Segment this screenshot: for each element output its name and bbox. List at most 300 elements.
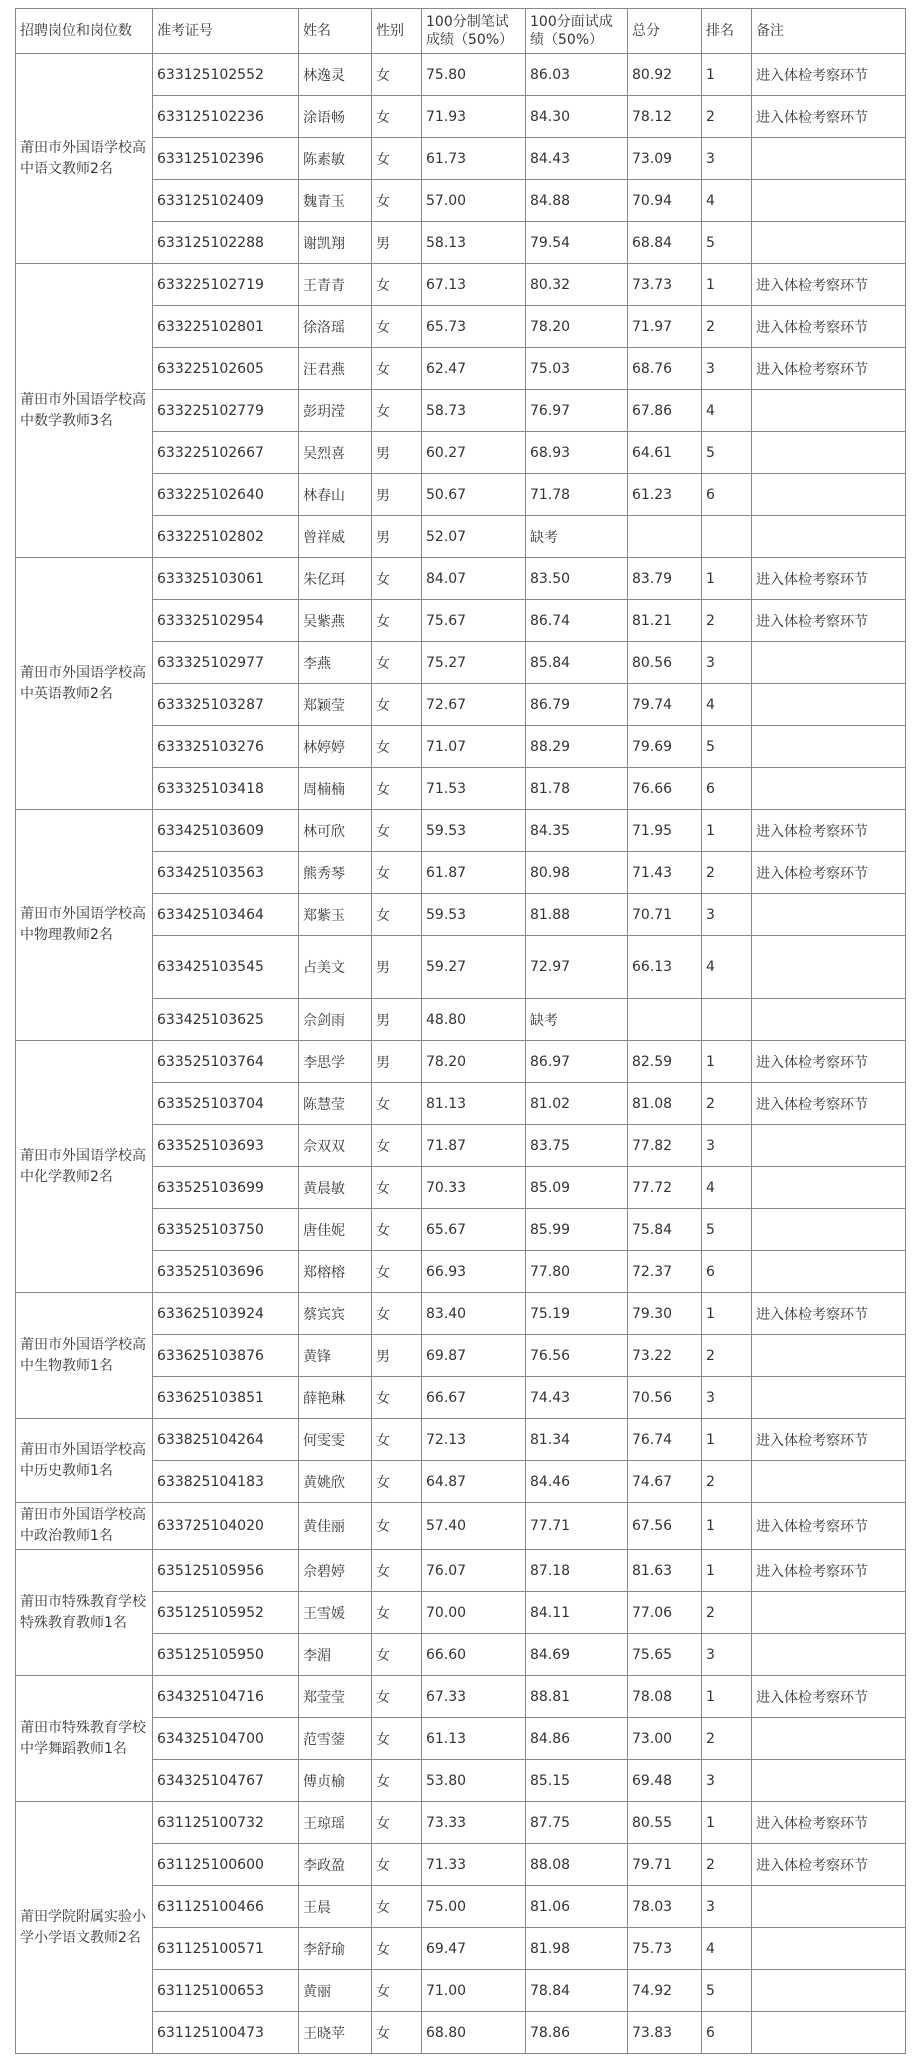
remark-cell: 进入体检考察环节: [752, 1550, 906, 1592]
rank-cell: 5: [702, 432, 752, 474]
rank-cell: 5: [702, 222, 752, 264]
interview-score-cell: 88.29: [526, 726, 628, 768]
written-score-cell: 61.73: [422, 138, 526, 180]
remark-cell: 进入体检考察环节: [752, 96, 906, 138]
name-cell: 郑榕榕: [299, 1251, 372, 1293]
written-score-cell: 71.00: [422, 1970, 526, 2012]
exam-id-cell: 633425103609: [153, 810, 299, 852]
remark-cell: [752, 1377, 906, 1419]
gender-cell: 女: [372, 1550, 422, 1592]
written-score-cell: 69.47: [422, 1928, 526, 1970]
remark-cell: [752, 138, 906, 180]
gender-cell: 女: [372, 1167, 422, 1209]
written-score-cell: 83.40: [422, 1293, 526, 1335]
written-score-cell: 78.20: [422, 1041, 526, 1083]
total-score-cell: 78.08: [628, 1676, 702, 1718]
interview-score-cell: 71.78: [526, 474, 628, 516]
rank-cell: 2: [702, 852, 752, 894]
gender-cell: 女: [372, 96, 422, 138]
exam-id-cell: 633225102719: [153, 264, 299, 306]
written-score-cell: 58.73: [422, 390, 526, 432]
rank-cell: 3: [702, 1634, 752, 1676]
post-cell: 莆田市特殊教育学校特殊教育教师1名: [16, 1550, 153, 1676]
interview-score-cell: 81.98: [526, 1928, 628, 1970]
remark-cell: [752, 1760, 906, 1802]
written-score-cell: 65.73: [422, 306, 526, 348]
interview-score-cell: 84.43: [526, 138, 628, 180]
total-score-cell: 80.56: [628, 642, 702, 684]
exam-id-cell: 633525103693: [153, 1125, 299, 1167]
rank-cell: 1: [702, 1293, 752, 1335]
exam-id-cell: 633125102236: [153, 96, 299, 138]
exam-id-cell: 633525103696: [153, 1251, 299, 1293]
rank-cell: 2: [702, 1718, 752, 1760]
exam-id-cell: 633325103287: [153, 684, 299, 726]
name-cell: 李政盈: [299, 1844, 372, 1886]
interview-score-cell: 84.46: [526, 1461, 628, 1503]
gender-cell: 女: [372, 1293, 422, 1335]
exam-id-cell: 631125100732: [153, 1802, 299, 1844]
table-row: [16, 54, 906, 96]
total-score-cell: 70.94: [628, 180, 702, 222]
exam-id-cell: 633225102802: [153, 516, 299, 558]
table-row: [16, 1550, 906, 1592]
interview-score-cell: 85.15: [526, 1760, 628, 1802]
interview-score-cell: 86.97: [526, 1041, 628, 1083]
name-cell: 林逸灵: [299, 54, 372, 96]
post-cell: 莆田市外国语学校高中语文教师2名: [16, 54, 153, 264]
total-score-cell: 78.03: [628, 1886, 702, 1928]
gender-cell: 女: [372, 684, 422, 726]
rank-cell: 4: [702, 684, 752, 726]
name-cell: 蔡宾宾: [299, 1293, 372, 1335]
rank-cell: 4: [702, 936, 752, 999]
gender-cell: 女: [372, 138, 422, 180]
remark-cell: [752, 432, 906, 474]
written-score-cell: 61.87: [422, 852, 526, 894]
interview-score-cell: 85.84: [526, 642, 628, 684]
remark-cell: [752, 684, 906, 726]
interview-score-cell: 缺考: [526, 516, 628, 558]
exam-id-cell: 633425103563: [153, 852, 299, 894]
remark-cell: [752, 642, 906, 684]
total-score-cell: 74.92: [628, 1970, 702, 2012]
name-cell: 佘碧婷: [299, 1550, 372, 1592]
interview-score-cell: 87.75: [526, 1802, 628, 1844]
total-score-cell: 66.13: [628, 936, 702, 999]
rank-cell: 3: [702, 1760, 752, 1802]
interview-score-cell: 80.98: [526, 852, 628, 894]
written-score-cell: 73.33: [422, 1802, 526, 1844]
remark-cell: 进入体检考察环节: [752, 1503, 906, 1550]
written-score-cell: 72.67: [422, 684, 526, 726]
gender-cell: 女: [372, 1676, 422, 1718]
written-score-cell: 75.00: [422, 1886, 526, 1928]
interview-score-cell: 75.19: [526, 1293, 628, 1335]
interview-score-cell: 76.56: [526, 1335, 628, 1377]
rank-cell: 4: [702, 390, 752, 432]
remark-cell: 进入体检考察环节: [752, 1083, 906, 1125]
header-post: 招聘岗位和岗位数: [16, 9, 153, 54]
header-exam-id: 准考证号: [153, 9, 299, 54]
gender-cell: 女: [372, 1209, 422, 1251]
written-score-cell: 71.33: [422, 1844, 526, 1886]
exam-id-cell: 633225102667: [153, 432, 299, 474]
name-cell: 黄佳丽: [299, 1503, 372, 1550]
total-score-cell: 80.55: [628, 1802, 702, 1844]
remark-cell: [752, 1928, 906, 1970]
name-cell: 曾祥威: [299, 516, 372, 558]
remark-cell: [752, 1718, 906, 1760]
rank-cell: 2: [702, 96, 752, 138]
gender-cell: 男: [372, 999, 422, 1041]
total-score-cell: [628, 516, 702, 558]
total-score-cell: 61.23: [628, 474, 702, 516]
remark-cell: [752, 1970, 906, 2012]
remark-cell: [752, 2012, 906, 2054]
name-cell: 林婷婷: [299, 726, 372, 768]
interview-score-cell: 78.84: [526, 1970, 628, 2012]
gender-cell: 女: [372, 180, 422, 222]
gender-cell: 男: [372, 1041, 422, 1083]
gender-cell: 女: [372, 54, 422, 96]
rank-cell: 5: [702, 726, 752, 768]
remark-cell: [752, 474, 906, 516]
remark-cell: [752, 180, 906, 222]
remark-cell: [752, 936, 906, 999]
interview-score-cell: 85.99: [526, 1209, 628, 1251]
written-score-cell: 60.27: [422, 432, 526, 474]
name-cell: 郑莹莹: [299, 1676, 372, 1718]
written-score-cell: 75.27: [422, 642, 526, 684]
header-written-score: 100分制笔试成绩（50%）: [422, 9, 526, 54]
exam-id-cell: 633325102977: [153, 642, 299, 684]
rank-cell: 2: [702, 1592, 752, 1634]
name-cell: 黄丽: [299, 1970, 372, 2012]
remark-cell: [752, 1461, 906, 1503]
total-score-cell: 73.83: [628, 2012, 702, 2054]
exam-id-cell: 635125105950: [153, 1634, 299, 1676]
gender-cell: 女: [372, 768, 422, 810]
results-table: [15, 8, 906, 2054]
exam-id-cell: 633325103061: [153, 558, 299, 600]
remark-cell: 进入体检考察环节: [752, 600, 906, 642]
exam-id-cell: 633325103276: [153, 726, 299, 768]
written-score-cell: 58.13: [422, 222, 526, 264]
total-score-cell: 73.09: [628, 138, 702, 180]
name-cell: 朱亿珥: [299, 558, 372, 600]
gender-cell: 男: [372, 516, 422, 558]
rank-cell: 1: [702, 810, 752, 852]
rank-cell: 1: [702, 1802, 752, 1844]
written-score-cell: 62.47: [422, 348, 526, 390]
exam-id-cell: 633625103876: [153, 1335, 299, 1377]
table-row: [16, 558, 906, 600]
remark-cell: 进入体检考察环节: [752, 810, 906, 852]
exam-id-cell: 633125102396: [153, 138, 299, 180]
interview-score-cell: 78.86: [526, 2012, 628, 2054]
written-score-cell: 59.53: [422, 894, 526, 936]
interview-score-cell: 77.71: [526, 1503, 628, 1550]
exam-id-cell: 633225102779: [153, 390, 299, 432]
exam-id-cell: 631125100473: [153, 2012, 299, 2054]
interview-score-cell: 81.88: [526, 894, 628, 936]
interview-score-cell: 84.88: [526, 180, 628, 222]
name-cell: 郑颖莹: [299, 684, 372, 726]
total-score-cell: 79.69: [628, 726, 702, 768]
name-cell: 陈素敏: [299, 138, 372, 180]
total-score-cell: 79.74: [628, 684, 702, 726]
gender-cell: 女: [372, 1718, 422, 1760]
remark-cell: 进入体检考察环节: [752, 264, 906, 306]
name-cell: 黄晨敏: [299, 1167, 372, 1209]
gender-cell: 女: [372, 1886, 422, 1928]
post-cell: 莆田市外国语学校高中数学教师3名: [16, 264, 153, 558]
exam-id-cell: 633125102552: [153, 54, 299, 96]
rank-cell: 5: [702, 1970, 752, 2012]
remark-cell: [752, 1886, 906, 1928]
written-score-cell: 70.33: [422, 1167, 526, 1209]
interview-score-cell: 81.02: [526, 1083, 628, 1125]
gender-cell: 女: [372, 600, 422, 642]
gender-cell: 女: [372, 1419, 422, 1461]
total-score-cell: 73.00: [628, 1718, 702, 1760]
written-score-cell: 71.07: [422, 726, 526, 768]
header-remark: 备注: [752, 9, 906, 54]
rank-cell: 2: [702, 306, 752, 348]
gender-cell: 女: [372, 1503, 422, 1550]
remark-cell: 进入体检考察环节: [752, 54, 906, 96]
total-score-cell: 67.56: [628, 1503, 702, 1550]
interview-score-cell: 68.93: [526, 432, 628, 474]
rank-cell: 4: [702, 1928, 752, 1970]
written-score-cell: 71.53: [422, 768, 526, 810]
rank-cell: 2: [702, 600, 752, 642]
exam-id-cell: 635125105956: [153, 1550, 299, 1592]
written-score-cell: 71.93: [422, 96, 526, 138]
table-body: [16, 54, 906, 2054]
name-cell: 彭玥滢: [299, 390, 372, 432]
exam-id-cell: 633125102288: [153, 222, 299, 264]
name-cell: 林可欣: [299, 810, 372, 852]
name-cell: 涂语畅: [299, 96, 372, 138]
name-cell: 吴紫燕: [299, 600, 372, 642]
remark-cell: [752, 894, 906, 936]
interview-score-cell: 77.80: [526, 1251, 628, 1293]
rank-cell: 2: [702, 1844, 752, 1886]
total-score-cell: 69.48: [628, 1760, 702, 1802]
gender-cell: 女: [372, 2012, 422, 2054]
interview-score-cell: 80.32: [526, 264, 628, 306]
name-cell: 王晓苹: [299, 2012, 372, 2054]
remark-cell: [752, 1167, 906, 1209]
exam-id-cell: 633525103699: [153, 1167, 299, 1209]
total-score-cell: 70.56: [628, 1377, 702, 1419]
written-score-cell: 66.93: [422, 1251, 526, 1293]
remark-cell: [752, 516, 906, 558]
post-cell: 莆田市外国语学校高中化学教师2名: [16, 1041, 153, 1293]
name-cell: 黄姚欣: [299, 1461, 372, 1503]
post-cell: 莆田学院附属实验小学小学语文教师2名: [16, 1802, 153, 2054]
gender-cell: 女: [372, 1377, 422, 1419]
remark-cell: 进入体检考察环节: [752, 1844, 906, 1886]
written-score-cell: 66.60: [422, 1634, 526, 1676]
gender-cell: 女: [372, 1592, 422, 1634]
name-cell: 徐洛瑶: [299, 306, 372, 348]
gender-cell: 男: [372, 1335, 422, 1377]
name-cell: 吴烈喜: [299, 432, 372, 474]
exam-id-cell: 633725104020: [153, 1503, 299, 1550]
name-cell: 郑紫玉: [299, 894, 372, 936]
written-score-cell: 81.13: [422, 1083, 526, 1125]
gender-cell: 女: [372, 558, 422, 600]
remark-cell: [752, 1209, 906, 1251]
total-score-cell: 76.74: [628, 1419, 702, 1461]
total-score-cell: 77.72: [628, 1167, 702, 1209]
name-cell: 薛艳琳: [299, 1377, 372, 1419]
remark-cell: 进入体检考察环节: [752, 1676, 906, 1718]
interview-score-cell: 83.75: [526, 1125, 628, 1167]
gender-cell: 女: [372, 1802, 422, 1844]
total-score-cell: 81.21: [628, 600, 702, 642]
name-cell: 王琼瑶: [299, 1802, 372, 1844]
total-score-cell: 74.67: [628, 1461, 702, 1503]
table-row: [16, 1503, 906, 1550]
rank-cell: 4: [702, 180, 752, 222]
total-score-cell: 76.66: [628, 768, 702, 810]
name-cell: 何雯雯: [299, 1419, 372, 1461]
gender-cell: 女: [372, 264, 422, 306]
interview-score-cell: 84.86: [526, 1718, 628, 1760]
remark-cell: 进入体检考察环节: [752, 1293, 906, 1335]
name-cell: 范雪蓥: [299, 1718, 372, 1760]
written-score-cell: 70.00: [422, 1592, 526, 1634]
total-score-cell: 79.30: [628, 1293, 702, 1335]
rank-cell: 3: [702, 1886, 752, 1928]
written-score-cell: 75.80: [422, 54, 526, 96]
written-score-cell: 57.40: [422, 1503, 526, 1550]
interview-score-cell: 缺考: [526, 999, 628, 1041]
name-cell: 魏青玉: [299, 180, 372, 222]
written-score-cell: 52.07: [422, 516, 526, 558]
gender-cell: 男: [372, 936, 422, 999]
exam-id-cell: 633425103545: [153, 936, 299, 999]
name-cell: 佘双双: [299, 1125, 372, 1167]
exam-id-cell: 635125105952: [153, 1592, 299, 1634]
rank-cell: 4: [702, 1167, 752, 1209]
written-score-cell: 75.67: [422, 600, 526, 642]
interview-score-cell: 81.78: [526, 768, 628, 810]
gender-cell: 女: [372, 852, 422, 894]
exam-id-cell: 633425103464: [153, 894, 299, 936]
name-cell: 黄锋: [299, 1335, 372, 1377]
exam-id-cell: 631125100600: [153, 1844, 299, 1886]
rank-cell: 5: [702, 1209, 752, 1251]
remark-cell: [752, 1634, 906, 1676]
written-score-cell: 72.13: [422, 1419, 526, 1461]
rank-cell: 3: [702, 138, 752, 180]
written-score-cell: 71.87: [422, 1125, 526, 1167]
interview-score-cell: 78.20: [526, 306, 628, 348]
written-score-cell: 84.07: [422, 558, 526, 600]
gender-cell: 女: [372, 390, 422, 432]
gender-cell: 女: [372, 1970, 422, 2012]
remark-cell: [752, 999, 906, 1041]
total-score-cell: 81.63: [628, 1550, 702, 1592]
gender-cell: 女: [372, 1251, 422, 1293]
exam-id-cell: 631125100653: [153, 1970, 299, 2012]
exam-id-cell: 634325104716: [153, 1676, 299, 1718]
total-score-cell: 78.12: [628, 96, 702, 138]
written-score-cell: 50.67: [422, 474, 526, 516]
exam-id-cell: 633225102640: [153, 474, 299, 516]
remark-cell: [752, 1335, 906, 1377]
interview-score-cell: 83.50: [526, 558, 628, 600]
gender-cell: 女: [372, 1461, 422, 1503]
interview-score-cell: 88.08: [526, 1844, 628, 1886]
exam-id-cell: 633825104264: [153, 1419, 299, 1461]
name-cell: 傅贞榆: [299, 1760, 372, 1802]
gender-cell: 男: [372, 222, 422, 264]
interview-score-cell: 85.09: [526, 1167, 628, 1209]
gender-cell: 女: [372, 1634, 422, 1676]
exam-id-cell: 633625103924: [153, 1293, 299, 1335]
exam-id-cell: 633625103851: [153, 1377, 299, 1419]
total-score-cell: 77.82: [628, 1125, 702, 1167]
exam-id-cell: 633825104183: [153, 1461, 299, 1503]
gender-cell: 女: [372, 1844, 422, 1886]
exam-id-cell: 633325103418: [153, 768, 299, 810]
interview-score-cell: 84.69: [526, 1634, 628, 1676]
total-score-cell: 80.92: [628, 54, 702, 96]
exam-id-cell: 633525103750: [153, 1209, 299, 1251]
remark-cell: [752, 1592, 906, 1634]
rank-cell: 3: [702, 348, 752, 390]
written-score-cell: 64.87: [422, 1461, 526, 1503]
written-score-cell: 67.13: [422, 264, 526, 306]
rank-cell: 6: [702, 1251, 752, 1293]
exam-id-cell: 634325104767: [153, 1760, 299, 1802]
rank-cell: 3: [702, 642, 752, 684]
total-score-cell: 75.84: [628, 1209, 702, 1251]
remark-cell: 进入体检考察环节: [752, 1802, 906, 1844]
rank-cell: [702, 516, 752, 558]
interview-score-cell: 84.30: [526, 96, 628, 138]
total-score-cell: 72.37: [628, 1251, 702, 1293]
name-cell: 李思学: [299, 1041, 372, 1083]
post-cell: 莆田市外国语学校高中英语教师2名: [16, 558, 153, 810]
gender-cell: 女: [372, 1928, 422, 1970]
post-cell: 莆田市外国语学校高中生物教师1名: [16, 1293, 153, 1419]
gender-cell: 男: [372, 474, 422, 516]
header-rank: 排名: [702, 9, 752, 54]
remark-cell: [752, 1125, 906, 1167]
interview-score-cell: 84.35: [526, 810, 628, 852]
total-score-cell: 71.43: [628, 852, 702, 894]
exam-id-cell: 633525103764: [153, 1041, 299, 1083]
exam-id-cell: 631125100466: [153, 1886, 299, 1928]
table-row: [16, 1293, 906, 1335]
name-cell: 王雪媛: [299, 1592, 372, 1634]
exam-id-cell: 633325102954: [153, 600, 299, 642]
exam-id-cell: 633425103625: [153, 999, 299, 1041]
name-cell: 谢凯翔: [299, 222, 372, 264]
name-cell: 李湄: [299, 1634, 372, 1676]
rank-cell: 1: [702, 54, 752, 96]
interview-score-cell: 88.81: [526, 1676, 628, 1718]
gender-cell: 女: [372, 1125, 422, 1167]
remark-cell: [752, 390, 906, 432]
